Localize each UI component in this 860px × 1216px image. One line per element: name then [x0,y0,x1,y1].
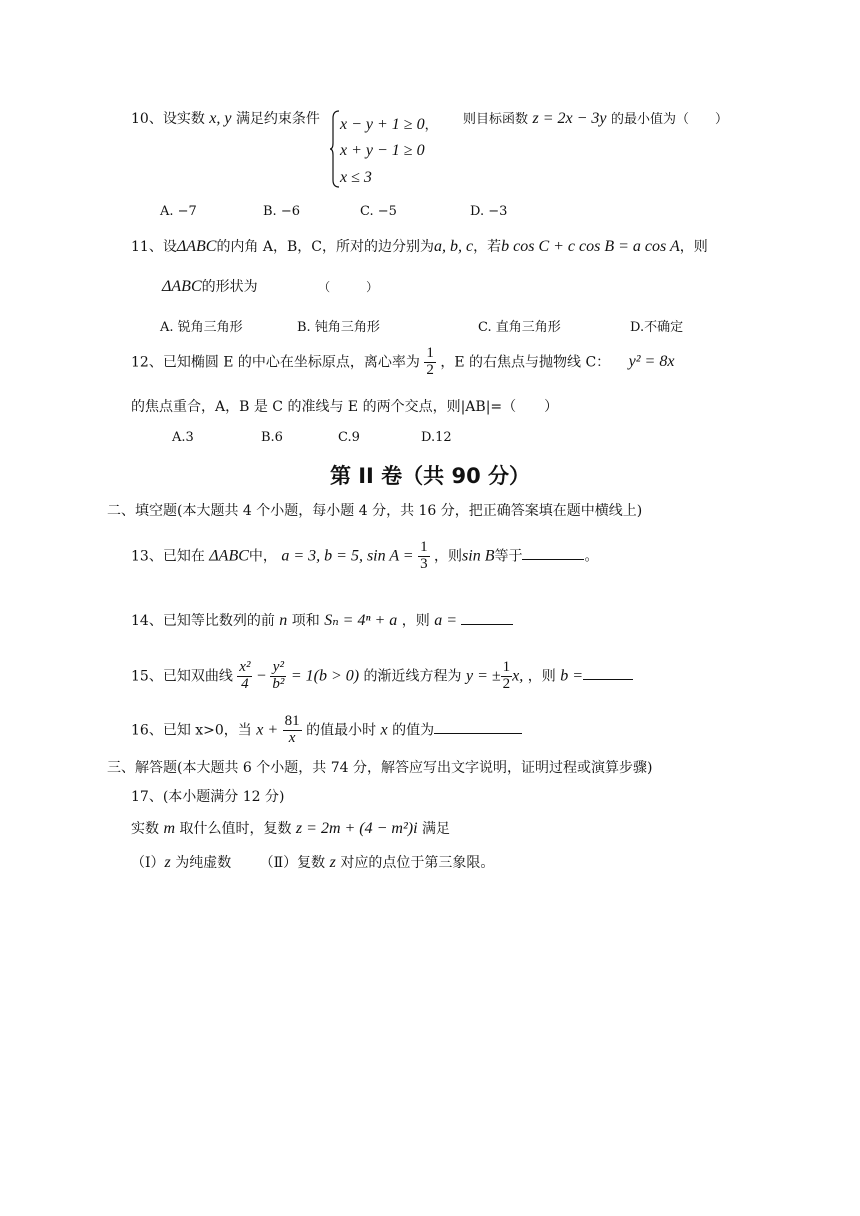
q12-choice-c: C.9 [338,430,360,445]
constraint-brace [330,110,340,188]
q10-vars: x, y [209,110,232,127]
q10-choice-c: C. −5 [360,204,397,219]
q11-line-1 [131,236,708,256]
q15-minus: − [256,667,266,685]
q17-part2-z: z [329,854,336,871]
q12-mid: ，E 的右焦点与抛物线 C： [440,354,611,371]
q11-choice-d: D.不确定 [630,320,684,335]
q16-answer-blank[interactable] [434,732,522,734]
q13-end: 。 [584,548,599,565]
q17-equation: z = 2m + (4 − m²)i [295,820,418,837]
q11-choice-b: B. 钝角三角形 [297,320,380,335]
q10-objective: z = 2x − 3y [532,110,607,127]
q15-mid: 的渐近线方程为 [363,668,462,685]
q14-prefix: 14、已知等比数列的前 [131,613,275,629]
q17-line1-pre: 实数 [131,821,159,837]
q11-text-2: ，若 [473,239,502,255]
q14-answer-blank[interactable] [461,623,513,625]
q10-mid: 满足约束条件 [235,111,320,127]
q14-then: ，则 [401,613,430,629]
q10-choice-d: D. −3 [470,204,508,219]
q15-asymptote-pre: y = ± [465,667,501,685]
q13-line [131,540,598,573]
q15-then: ，则 [527,668,556,685]
q15-fraction-x: $\frac{\text{x²}}{4}$ [239,659,251,692]
q16-x: x [380,721,388,739]
q14-equation: Sₙ = 4ⁿ + a [324,612,398,629]
q14-n: n [279,612,288,629]
q16-tail: 的值为 [392,722,435,739]
q17-part1-text: 为纯虚数 [175,855,232,871]
q11-prefix: 11、设 [131,239,177,255]
q13-then: ，则 [434,548,463,565]
q10-tail: 的最小值为（ ） [610,112,728,127]
q17-line1-mid: 取什么值时，复数 [179,821,292,837]
q10-then: 则目标函数 [463,112,529,127]
q16-line [131,714,522,747]
section2-heading: 二、填空题(本大题共 4 个小题，每小题 4 分，共 16 分，把正确答案填在题中横线上) [107,503,643,519]
q10-choice-b: B. −6 [263,204,300,219]
q17-part1-label: （Ⅰ） [131,855,165,871]
q13-fraction: $\frac{1}{3}$ [420,539,428,572]
q12-choice-b: B.6 [261,430,283,445]
q16-fraction: $\frac{81}{x}$ [284,713,300,746]
q16-expr-pre: x + [256,721,279,739]
q12-prefix: 12、已知椭圆 E 的中心在坐标原点，离心率为 [131,354,420,371]
q17-m: m [163,820,176,837]
q17-part1-z: z [164,854,171,871]
q14-ask: a = [434,612,458,629]
q13-prefix: 13、已知在 [131,548,205,565]
q11-line2-text: 的形状为 [201,279,258,295]
q14-mid: 项和 [291,613,320,629]
q13-mid: 中， [248,548,277,565]
q13-triangle: ΔABC [209,547,249,565]
q11-triangle: ΔABC [176,238,217,255]
q13-ask: sin B [462,547,495,565]
q13-given: a = 3, b = 5, sin A = [281,547,414,565]
section3-heading: 三、解答题(本大题共 6 个小题，共 74 分，解答应写出文字说明，证明过程或演算步骤) [107,760,653,776]
q15-ask: b = [560,667,583,685]
q17-line1-tail: 满足 [422,821,450,837]
q16-mid: 的值最小时 [306,722,377,739]
q13-answer-blank[interactable] [522,558,584,560]
q17-title: 17、(本小题满分 12 分) [131,789,285,805]
q16-prefix: 16、已知 x>0，当 [131,722,252,739]
q10-constraint-1: x − y + 1 ≥ 0， [340,116,438,133]
q11-text-3: ，则 [679,239,708,255]
q10-line [131,108,320,128]
q11-equation: b cos C + c cos B = a cos A [501,238,680,255]
q15-fraction-y: $\frac{\text{y²}}{\text{b²}}$ [272,659,285,692]
q10-constraint-3: x ≤ 3 [340,169,372,186]
q15-answer-blank[interactable] [583,678,633,680]
q14-line [131,610,513,630]
q11-paren: （ ） [318,280,379,294]
q17-part2-label: （Ⅱ）复数 [259,855,326,871]
q13-tail: 等于 [494,548,523,565]
q15-prefix: 15、已知双曲线 [131,668,233,685]
q11-line-2 [162,276,378,296]
part2-title: 第 II 卷（共 90 分） [329,464,531,488]
q17-part2-text: 对应的点位于第三象限。 [340,855,495,871]
q10-choice-a: A. −7 [160,204,197,219]
q15-asymptote-post: x, [512,667,524,685]
q10-objective-line [463,108,728,128]
q11-line2-triangle: ΔABC [162,278,202,295]
q11-choice-c: C. 直角三角形 [478,320,561,335]
q12-choice-d: D.12 [421,430,452,445]
q12-parabola: y² = 8x [628,353,675,371]
q15-line [131,660,633,693]
q15-rest: = 1(b > 0) [290,667,360,685]
q10-prefix: 10、设实数 [131,111,205,127]
q17-line-2 [131,852,494,872]
q15-fraction-half: $\frac{1}{2}$ [502,659,511,692]
q12-eccentricity-fraction: $\frac{1}{2}$ [426,345,434,378]
q12-line-1 [131,346,674,379]
q10-constraint-2: x + y − 1 ≥ 0 [340,142,425,159]
q17-line-1 [131,818,450,838]
q12-line-2: 的焦点重合，A，B 是 C 的准线与 E 的两个交点，则|AB|=（ ） [131,399,559,415]
q11-sides: a, b, c [434,238,474,255]
q11-choice-a: A. 锐角三角形 [160,320,243,335]
q12-choice-a: A.3 [172,430,194,445]
q11-text-1: 的内角 A，B，C，所对的边分别为 [216,239,434,255]
